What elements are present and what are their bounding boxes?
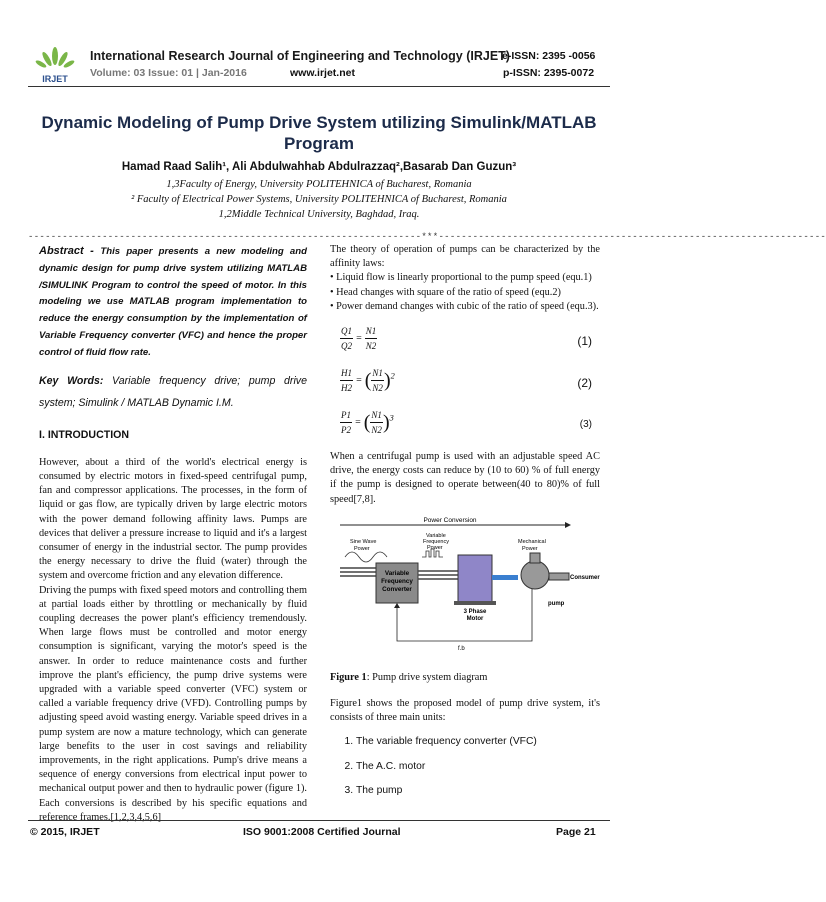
abstract-text: This paper presents a new modeling and dynamic design for pump drive system utilizing MATLAB /SIMULINK Program to control the speed of motor. In this modeling we use MATLAB program implementation to reduce the energy consumption by the implementation of Variable Frequency converter (VFC) and hence the proper control of fluid flow rate. (39, 246, 307, 358)
keywords (39, 370, 307, 414)
list-item: 2. The A.C. motor (356, 760, 600, 774)
volume-issue: Volume: 03 Issue: 01 | Jan-2016 (90, 67, 247, 79)
footer-rule (28, 820, 610, 821)
units-list (330, 735, 600, 798)
authors: Hamad Raad Salih¹, Ali Abdulwahhab Abdulrazzaq²,Basarab Dan Guzun³ (121, 161, 517, 173)
figure-caption: Figure 1: Pump drive system diagram (330, 671, 488, 683)
equation-2: $\frac{H1}{H2}$ = ( $\frac{N1}{N2}$ )$^2$ (2) (341, 368, 592, 394)
equation-3: $\frac{P1}{P2}$ = ( $\frac{N1}{N2}$ )$^3$ (3) (341, 410, 592, 436)
svg-text:Mechanical: Mechanical (518, 538, 546, 545)
abstract (39, 243, 307, 362)
footer-page: Page 21 (556, 826, 596, 838)
intro-paragraph-1: However, about a third of the world's electrical energy is consumed by electric motors in fixed-speed centrifugal pump, fan and compressor applications. The processes, in the form of liquid or gas flow, are typically driven by large electric motors with the power demand following affinity laws. Pumps are devices that deliver a pressure increase to liquid and it's a largest consumer of energy in the industrial sector. The pump provides the energy necessary to drive the fluid (water) through the system and overcome friction and any elevation difference. (39, 456, 307, 582)
affiliation-1: 1,3Faculty of Energy, University POLITEHNICA of Bucharest, Romania (166, 179, 472, 190)
intro-paragraph-2: Driving the pumps with fixed speed motors and controlling them at partial loads either by throttling or mechanically by fluid coupling decreases the power plant's efficiency tremendously. When large flows must be controlled and motor energy consumption is significant, varying the motor's speed is the answer. In order to reduce maintenance costs and further improve the plant's efficiency, the pump drive systems were upgraded with a variable speed converter (VFC) system or called a variable frequency drive (VFD). Controlling pumps by adjusting speed avoid wasting energy. Variable speed drives in a pump system are now a mature technology, which can generate large benefits to the user in cost savings and reliability improvements, in the right applications. Pump's drive means a sequence of energy conversions from electrical input power to mechanical output power and then to hydraulic power (figure 1). Each conversions is described by his specific equations and reference frames.[1,2,3,4,5,6] (39, 584, 307, 823)
svg-text:3 Phase: 3 Phase (463, 608, 487, 615)
feedback-label: f.b (458, 645, 465, 652)
equation-number-1: (1) (577, 334, 592, 349)
pump-icon (521, 561, 549, 589)
drive-savings-paragraph: When a centrifugal pump is used with an adjustable speed AC drive, the energy costs can reduce by (10 to 60) % of full energy if the pump is designed to operate between(40 to 80)% of full speed[7,8]. (330, 451, 600, 505)
consumer-label: Consumer (570, 574, 600, 581)
e-issn: e-ISSN: 2395 -0056 (502, 50, 596, 62)
equation-1: $\frac{Q1}{Q2}$ = $\frac{N1}{N2}$ (1) (341, 326, 592, 352)
keywords-text: Variable frequency drive; pump drive system; Simulink / MATLAB Dynamic I.M. (39, 374, 307, 409)
list-item: 1. The variable frequency converter (VFC) (356, 735, 600, 749)
svg-text:Power: Power (522, 545, 538, 552)
journal-name: International Research Journal of Engineering and Technology (IRJET) (90, 49, 510, 63)
abstract-label: Abstract - (39, 245, 101, 257)
journal-website: www.irjet.net (290, 67, 355, 79)
affinity-intro: The theory of operation of pumps can be characterized by the affinity laws: (330, 244, 600, 270)
sine-wave-label-2: Power (354, 545, 370, 552)
section-heading-introduction: I. INTRODUCTION (39, 428, 130, 441)
right-column (330, 243, 600, 808)
equation-number-2: (2) (577, 376, 592, 391)
bullet-1: • Liquid flow is linearly proportional to the pump speed (equ.1) (330, 272, 592, 284)
footer-copyright: © 2015, IRJET (30, 826, 100, 838)
footer-iso: ISO 9001:2008 Certified Journal (243, 826, 401, 838)
svg-text:Power: Power (427, 544, 443, 551)
motor-block (458, 555, 492, 603)
svg-text:Variable: Variable (426, 532, 446, 539)
svg-text:Converter: Converter (382, 585, 412, 593)
p-issn: p-ISSN: 2395-0072 (503, 67, 595, 79)
sine-wave-label-1: Sine Wave (350, 538, 377, 545)
power-conversion-label: Power Conversion (423, 516, 477, 524)
affiliation-2: ² Faculty of Electrical Power Systems, University POLITEHNICA of Bucharest, Romania (131, 194, 507, 205)
svg-text:Motor: Motor (466, 615, 484, 622)
list-item: 3. The pump (356, 784, 600, 798)
pump-drive-diagram (330, 513, 600, 665)
motor-shaft (492, 575, 518, 580)
paper-title: Dynamic Modeling of Pump Drive System utilizing Simulink/MATLAB Program (41, 113, 597, 153)
logo-text: IRJET (42, 74, 68, 84)
svg-text:Frequency: Frequency (423, 538, 449, 545)
pump-label: pump (548, 600, 565, 607)
svg-text:Frequency: Frequency (381, 577, 413, 585)
svg-text:Variable: Variable (384, 569, 410, 577)
equation-number-3: (3) (579, 419, 592, 431)
bullet-3: • Power demand changes with cubic of the ratio of speed (equ.3). (330, 300, 599, 312)
irjet-logo (34, 44, 76, 84)
units-intro: Figure1 shows the proposed model of pump drive system, it's consists of three main units: (330, 698, 600, 724)
affiliation-3: 1,2Middle Technical University, Baghdad, Iraq. (218, 209, 420, 220)
keywords-label: Key Words: (39, 374, 104, 387)
sine-wave-icon (345, 552, 387, 562)
left-column (39, 243, 307, 825)
header-rule (28, 86, 610, 87)
bullet-2: • Head changes with square of the ratio of speed (equ.2) (330, 286, 561, 298)
separator-line: ---------------------------------------------------------------------***-------------------------------------------------------------------- (28, 232, 826, 242)
